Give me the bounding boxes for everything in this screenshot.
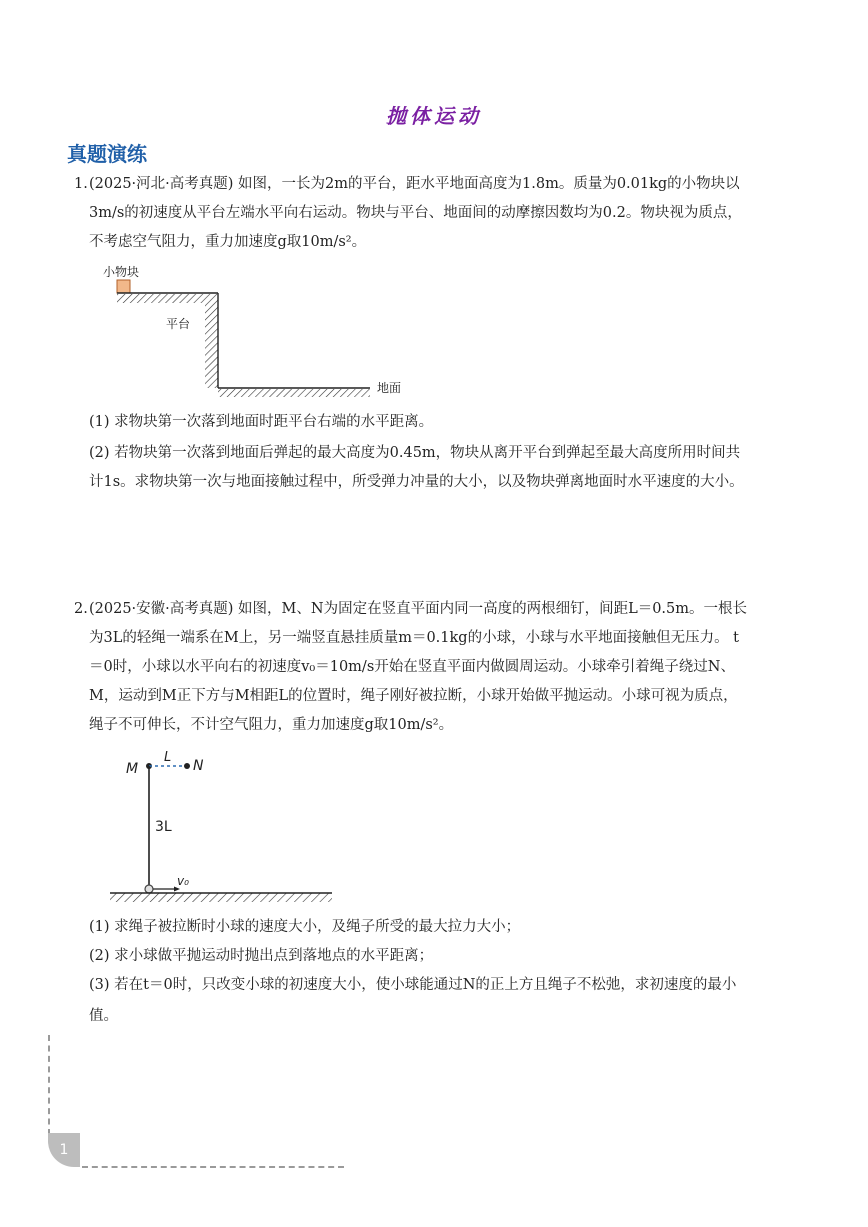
problem-2-line-5: 绳子不可伸长，不计空气阻力，重力加速度g取10m/s²。 [89, 717, 454, 733]
section-heading: 真题演练 [67, 142, 147, 166]
problem-2-question-2: (2) 求小球做平抛运动时抛出点到落地点的水平距离； [89, 948, 434, 964]
block-label: 小物块 [103, 265, 140, 279]
problem-2-question-1: (1) 求绳子被拉断时小球的速度大小，及绳子所受的最大拉力大小； [89, 919, 521, 935]
page-number: 1 [48, 1133, 80, 1167]
problem-2-line-2: 为3L的轻绳一端系在M上，另一端竖直悬挂质量m＝0.1kg的小球，小球与水平地面接触但无压力。 t [89, 630, 740, 646]
problem-1-line-2: 3m/s的初速度从平台左端水平向右运动。物块与平台、地面间的动摩擦因数均为0.2。物块视为质点， [89, 205, 742, 221]
problem-2-question-3b: 值。 [89, 1008, 118, 1024]
label-N: N [193, 758, 204, 774]
label-3L: 3L [155, 819, 172, 835]
problem-1-line-3: 不考虑空气阻力，重力加速度g取10m/s²。 [89, 234, 367, 250]
problem-2-number: 2. [74, 601, 88, 617]
label-v0: v₀ [177, 874, 189, 888]
problem-1-question-1: (1) 求物块第一次落到地面时距平台右端的水平距离。 [89, 414, 434, 430]
label-L: L [164, 750, 172, 765]
label-M: M [126, 761, 139, 777]
problem-1-line-1: (2025·河北·高考真题) 如图，一长为2m的平台，距水平地面高度为1.8m。质量为0.01kg的小物块以 [89, 176, 740, 192]
nail-N [184, 763, 190, 769]
problem-2-line-3: ＝0时，小球以水平向右的初速度v₀＝10m/s开始在竖直平面内做圆周运动。小球牵引着绳子绕过N、 [89, 659, 735, 675]
problem-2-figure [100, 748, 340, 908]
page-border-horizontal [82, 1166, 344, 1168]
platform-label: 平台 [166, 317, 191, 331]
problem-1-figure [100, 262, 420, 402]
ball [145, 885, 153, 893]
problem-1-question-2b: 计1s。求物块第一次与地面接触过程中，所受弹力冲量的大小，以及物块弹离地面时水平速度的大小。 [89, 474, 744, 490]
problem-2-line-1: (2025·安徽·高考真题) 如图，M、N为固定在竖直平面内同一高度的两根细钉，间距L＝0.5m。一根长 [89, 601, 748, 617]
page-border-vertical [48, 1035, 50, 1135]
page-title: 抛体运动 [386, 104, 482, 128]
problem-2-question-3a: (3) 若在t＝0时，只改变小球的初速度大小，使小球能通过N的正上方且绳子不松弛，求初速度的最小 [89, 977, 737, 993]
small-block [117, 280, 130, 293]
problem-2-line-4: M，运动到M正下方与M相距L的位置时，绳子刚好被拉断，小球开始做平抛运动。小球可视为质点， [89, 688, 738, 704]
ground-label: 地面 [377, 381, 402, 395]
problem-1-number: 1. [74, 176, 88, 192]
problem-1-question-2a: (2) 若物块第一次落到地面后弹起的最大高度为0.45m，物块从离开平台到弹起至最大高度所用时间共 [89, 445, 741, 461]
